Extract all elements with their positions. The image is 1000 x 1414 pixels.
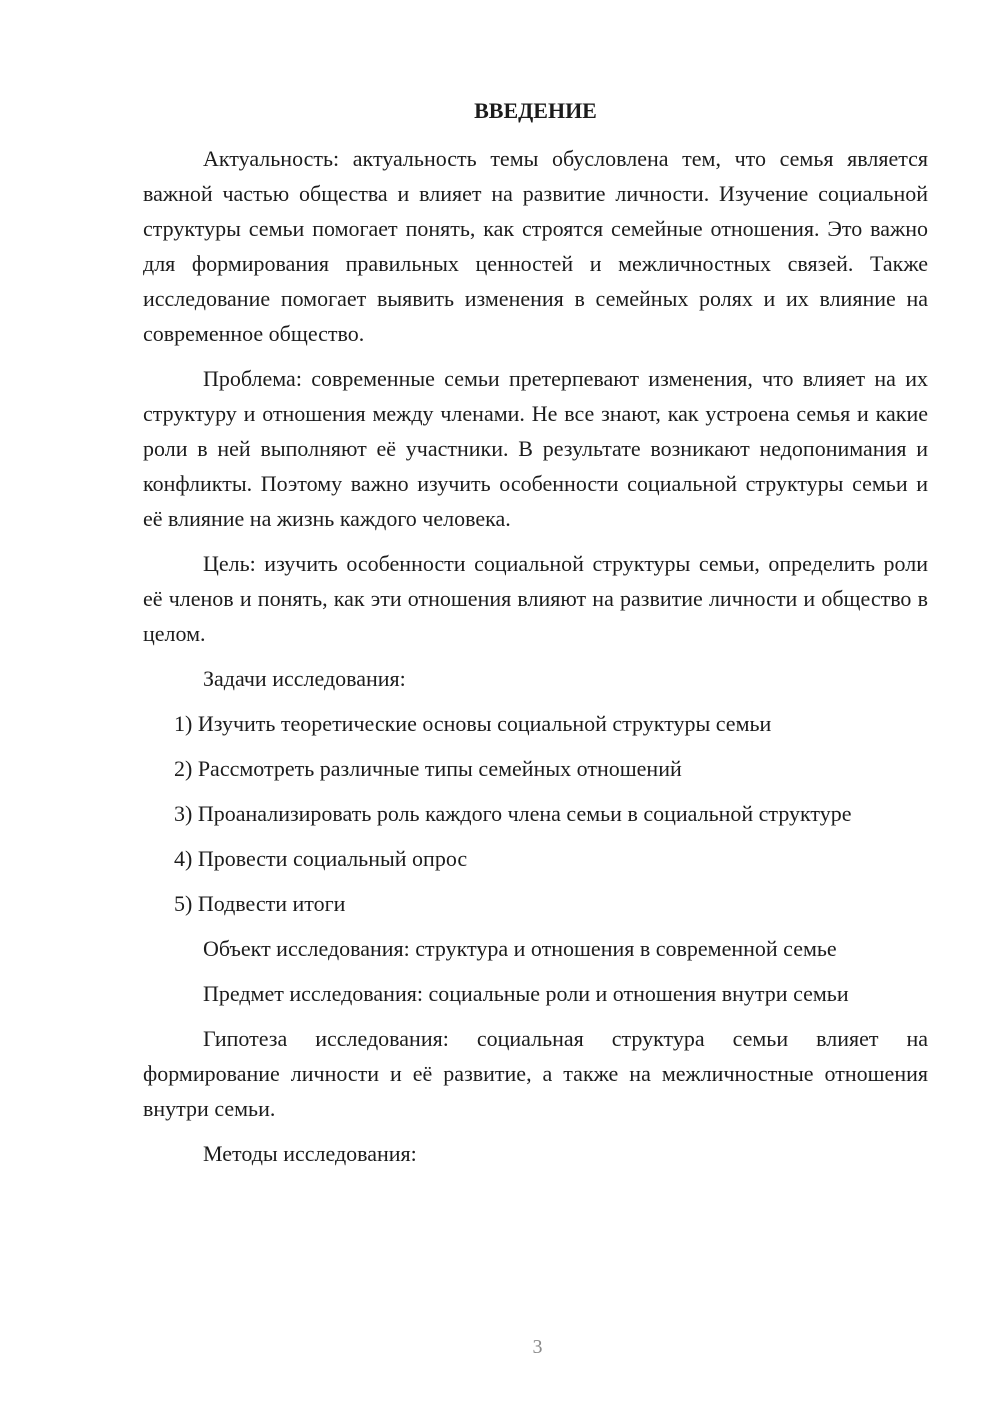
- list-item: 2) Рассмотреть различные типы семейных отношений: [174, 756, 682, 781]
- paragraph-relevance: Актуальность: актуальность темы обусловлена тем, что семья является важной частью общества и влияет на развитие личности. Изучение социальной структуры семьи помогает понять, как строятся семейные отношения. Это важно для формирования правильных ценностей и межличностных связей. Также исследование помогает выявить изменения в семейных ролях и их влияние на современное общество.: [143, 146, 928, 346]
- document-page: [143, 96, 928, 1181]
- tasks-heading: Задачи исследования:: [203, 666, 406, 691]
- methods-heading: Методы исследования:: [203, 1141, 417, 1166]
- page-number: 3: [532, 1336, 543, 1358]
- paragraph-goal: Цель: изучить особенности социальной структуры семьи, определить роли её членов и понять, как эти отношения влияют на развитие личности и общество в целом.: [143, 551, 928, 646]
- paragraph-object: Объект исследования: структура и отношения в современной семье: [203, 936, 837, 961]
- list-item: 4) Провести социальный опрос: [174, 846, 468, 871]
- list-item: 5) Подвести итоги: [174, 891, 346, 916]
- paragraph-subject: Предмет исследования: социальные роли и отношения внутри семьи: [203, 981, 849, 1006]
- page-title: ВВЕДЕНИЕ: [474, 98, 597, 123]
- list-item: 3) Проанализировать роль каждого члена семьи в социальной структуре: [174, 801, 852, 826]
- tasks-list: [143, 706, 928, 921]
- paragraph-problem: Проблема: современные семьи претерпевают изменения, что влияет на их структуру и отношения между членами. Не все знают, как устроена семья и какие роли в ней выполняют её участники. В результате возникают недопонимания и конфликты. Поэтому важно изучить особенности социальной структуры семьи и её влияние на жизнь каждого человека.: [143, 366, 928, 531]
- list-item: 1) Изучить теоретические основы социальной структуры семьи: [174, 711, 772, 736]
- paragraph-hypothesis: Гипотеза исследования: социальная структура семьи влияет на формирование личности и её развитие, а также на межличностные отношения внутри семьи.: [143, 1026, 928, 1121]
